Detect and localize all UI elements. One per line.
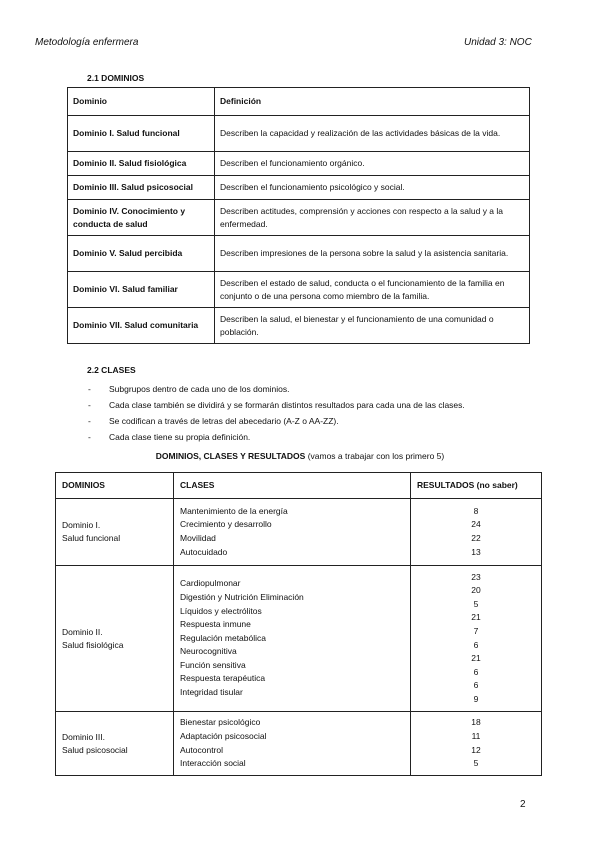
result-value: 12 [471, 744, 481, 755]
table-row [68, 308, 530, 344]
class-item: Líquidos y electrólitos [180, 605, 262, 616]
domain-name: Salud funcional [62, 533, 121, 543]
result-value: 22 [471, 533, 481, 543]
table-row [56, 712, 542, 776]
section-heading-clases: 2.2 CLASES [87, 365, 136, 375]
classes-bullet-list [88, 381, 465, 445]
page-number: 2 [520, 799, 526, 810]
domain-cell: Dominio IV. Conocimiento y conducta de salud [68, 200, 215, 236]
result-value: 5 [473, 598, 479, 609]
column-header: DOMINIOS [56, 473, 174, 499]
table-title [0, 451, 600, 461]
class-item: Autocuidado [180, 546, 228, 557]
definition-cell: Describen la salud, el bienestar y el funcionamiento de una comunidad o población. [215, 308, 530, 344]
class-item: Digestión y Nutrición Eliminación [180, 591, 304, 602]
definition-cell: Describen el estado de salud, conducta o el funcionamiento de la familia en conjunto o de una persona como miembro de la familia. [215, 272, 530, 308]
class-item: Función sensitiva [180, 659, 246, 670]
domain-cell [56, 499, 174, 566]
classes-cell [174, 566, 411, 712]
table-row [68, 116, 530, 152]
column-header: Definición [215, 88, 530, 116]
table-row [56, 566, 542, 712]
domain-cell [56, 566, 174, 712]
result-value: 6 [473, 666, 479, 677]
domain-name: Salud fisiológica [62, 639, 124, 650]
class-item: Respuesta inmune [180, 619, 251, 630]
class-item: Crecimiento y desarrollo [180, 519, 272, 530]
table-row [68, 152, 530, 176]
results-cell [411, 712, 542, 776]
table-row [68, 200, 530, 236]
domain-number: Dominio II. [62, 626, 103, 637]
definition-cell: Describen el funcionamiento psicológico y social. [215, 176, 530, 200]
domain-cell: Dominio VII. Salud comunitaria [68, 308, 215, 344]
domain-cell: Dominio II. Salud fisiológica [68, 152, 215, 176]
results-cell [411, 499, 542, 566]
domain-cell: Dominio I. Salud funcional [68, 116, 215, 152]
result-value: 11 [471, 730, 481, 741]
table-row [68, 176, 530, 200]
class-item: Respuesta terapéutica [180, 673, 266, 684]
domain-number: Dominio III. [62, 731, 105, 742]
result-value: 5 [473, 758, 479, 769]
table-row [56, 499, 542, 566]
table-row [68, 272, 530, 308]
results-cell [411, 566, 542, 712]
list-item: - Subgrupos dentro de cada uno de los dominios. [88, 381, 465, 397]
domains-classes-results-table [55, 472, 542, 776]
domains-table [67, 87, 530, 344]
domain-name: Salud psicosocial [62, 744, 128, 755]
column-header: RESULTADOS (no saber) [411, 473, 542, 499]
list-item: - Cada clase también se dividirá y se formarán distintos resultados para cada una de las clases. [88, 397, 465, 413]
table-header-row [68, 88, 530, 116]
class-item: Bienestar psicológico [180, 717, 261, 728]
result-value: 23 [471, 571, 481, 582]
class-item: Adaptación psicosocial [180, 730, 267, 741]
domain-cell: Dominio III. Salud psicosocial [68, 176, 215, 200]
table-header-row [56, 473, 542, 499]
definition-cell: Describen impresiones de la persona sobre la salud y la asistencia sanitaria. [215, 236, 530, 272]
result-value: 13 [471, 546, 481, 557]
class-item: Regulación metabólica [180, 632, 266, 643]
result-value: 9 [473, 693, 479, 704]
result-value: 21 [471, 612, 481, 623]
domain-number: Dominio I. [62, 520, 101, 530]
column-header: Dominio [68, 88, 215, 116]
domain-cell [56, 712, 174, 776]
result-value: 18 [471, 717, 481, 728]
result-value: 21 [471, 653, 481, 664]
class-item: Autocontrol [180, 744, 223, 755]
class-item: Integridad tisular [180, 687, 243, 698]
result-value: 6 [473, 680, 479, 691]
class-item: Mantenimiento de la energía [180, 505, 288, 516]
class-item: Movilidad [180, 533, 216, 543]
list-item: - Se codifican a través de letras del abecedario (A-Z o AA-ZZ). [88, 413, 465, 429]
list-item: - Cada clase tiene su propia definición. [88, 429, 465, 445]
domain-cell: Dominio VI. Salud familiar [68, 272, 215, 308]
result-value: 6 [473, 639, 479, 650]
definition-cell: Describen actitudes, comprensión y acciones con respecto a la salud y a la enfermedad. [215, 200, 530, 236]
classes-cell [174, 499, 411, 566]
header-title: Metodología enfermera [35, 37, 139, 48]
result-value: 7 [473, 625, 479, 636]
result-value: 20 [471, 585, 481, 596]
result-value: 8 [473, 505, 479, 516]
column-header: CLASES [174, 473, 411, 499]
class-item: Interacción social [180, 758, 246, 769]
definition-cell: Describen el funcionamiento orgánico. [215, 152, 530, 176]
domain-cell: Dominio V. Salud percibida [68, 236, 215, 272]
header-unit: Unidad 3: NOC [464, 37, 532, 48]
class-item: Neurocognitiva [180, 646, 237, 657]
section-heading-dominios: 2.1 DOMINIOS [87, 73, 145, 83]
class-item: Cardiopulmonar [180, 578, 241, 589]
definition-cell: Describen la capacidad y realización de las actividades básicas de la vida. [215, 116, 530, 152]
table-title-note: (vamos a trabajar con los primero 5) [305, 451, 445, 461]
classes-cell [174, 712, 411, 776]
table-title-bold: DOMINIOS, CLASES Y RESULTADOS [155, 451, 306, 461]
result-value: 24 [471, 519, 481, 530]
table-row [68, 236, 530, 272]
